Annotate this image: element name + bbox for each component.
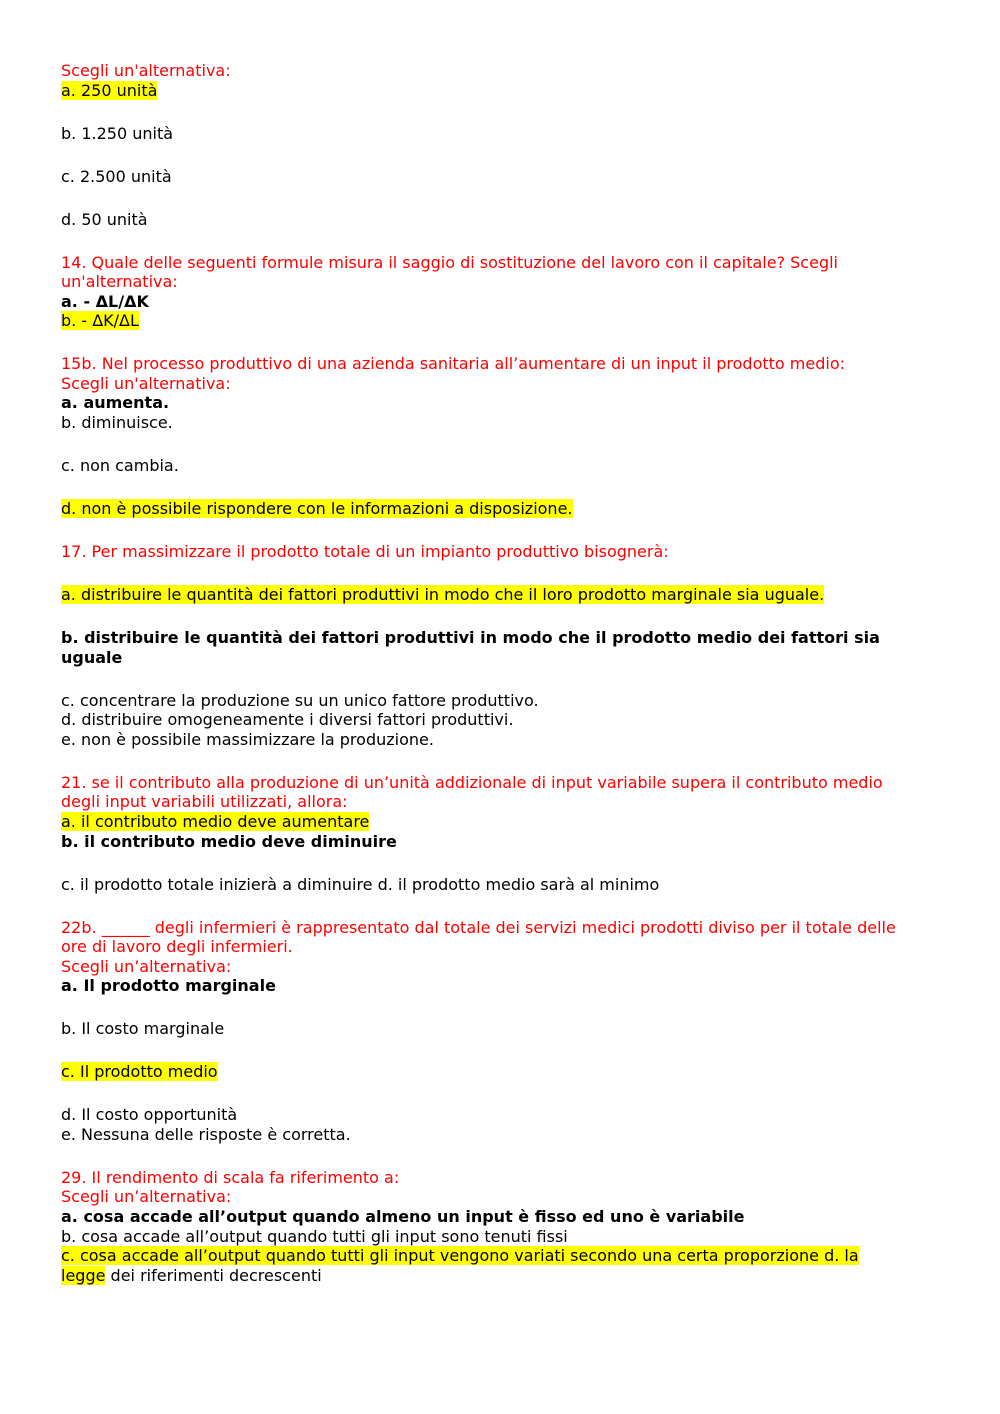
q13-option-a-highlighted: a. 250 unità [61,80,158,100]
question-14-prompt: un'alternativa: [61,272,178,292]
q13-option-d: d. 50 unità [61,209,148,229]
document-page [61,61,941,1285]
question-29-prompt: Scegli un’alternativa: [61,1187,232,1207]
q15-option-d-highlighted: d. non è possibile rispondere con le informazioni a disposizione. [61,499,573,519]
q22-option-d: d. Il costo opportunità [61,1105,238,1125]
q21-option-a-highlighted: a. il contributo medio deve aumentare [61,811,370,831]
q22-option-e: e. Nessuna delle risposte è corretta. [61,1124,351,1144]
q15-option-a-bold: a. aumenta. [61,393,170,413]
q21-options-c-d: c. il prodotto totale inizierà a diminuire d. il prodotto medio sarà al minimo [61,874,660,894]
q15-option-b: b. diminuisce. [61,413,173,433]
q22-option-c-highlighted: c. Il prodotto medio [61,1062,218,1082]
q22-option-b: b. Il costo marginale [61,1019,225,1039]
q17-option-b-bold: b. distribuire le quantità dei fattori produttivi in modo che il prodotto medio dei fattori sia [61,628,880,647]
q17-option-e: e. non è possibile massimizzare la produzione. [61,729,434,749]
q13-option-c: c. 2.500 unità [61,166,172,186]
q17-option-c: c. concentrare la produzione su un unico fattore produttivo. [61,690,539,710]
question-17-text: 17. Per massimizzare il prodotto totale di un impianto produttivo bisognerà: [61,542,669,562]
question-29-text: 29. Il rendimento di scala fa riferimento a: [61,1167,400,1187]
question-22-text: 22b. ______ degli infermieri è rappresentato dal totale dei servizi medici prodotti diviso per il totale delle [61,917,896,937]
q15-option-c: c. non cambia. [61,456,179,476]
question-22-text-continued: ore di lavoro degli infermieri. [61,937,293,957]
q17-option-d: d. distribuire omogeneamente i diversi fattori produttivi. [61,710,514,730]
q29-option-d-highlighted-part: legge [61,1265,106,1285]
question-22-prompt: Scegli un’alternativa: [61,956,232,976]
question-14-text: 14. Quale delle seguenti formule misura il saggio di sostituzione del lavoro con il capitale? Scegli [61,252,838,272]
question-13-prompt: Scegli un'alternativa: [61,61,231,80]
q29-option-a-bold: a. cosa accade all’output quando almeno un input è fisso ed uno è variabile [61,1207,745,1226]
question-15-text: 15b. Nel processo produttivo di una azienda sanitaria all’aumentare di un input il prodotto medio: [61,354,846,374]
question-21-text-continued: degli input variabili utilizzati, allora: [61,792,348,812]
q14-option-a-bold: a. - ΔL/ΔK [61,291,149,311]
q29-option-c-highlighted: c. cosa accade all’output quando tutti gli input vengono variati secondo una certa proporzione d. la [61,1246,859,1266]
q29-option-b: b. cosa accade all’output quando tutti gli input sono tenuti fissi [61,1226,568,1246]
q21-option-b-bold: b. il contributo medio deve diminuire [61,831,397,851]
q14-option-b-highlighted: b. - ΔK/ΔL [61,311,139,331]
q13-option-b: b. 1.250 unità [61,123,174,143]
q22-option-a-bold: a. Il prodotto marginale [61,976,276,996]
q29-option-d-rest: dei riferimenti decrescenti [105,1265,322,1285]
q17-option-b-continued: uguale [61,647,123,667]
q17-option-a-highlighted: a. distribuire le quantità dei fattori produttivi in modo che il loro prodotto marginale sia uguale. [61,585,825,605]
question-15-prompt: Scegli un'alternativa: [61,373,231,393]
question-21-text: 21. se il contributo alla produzione di un’unità addizionale di input variabile supera il contributo medio [61,772,883,792]
